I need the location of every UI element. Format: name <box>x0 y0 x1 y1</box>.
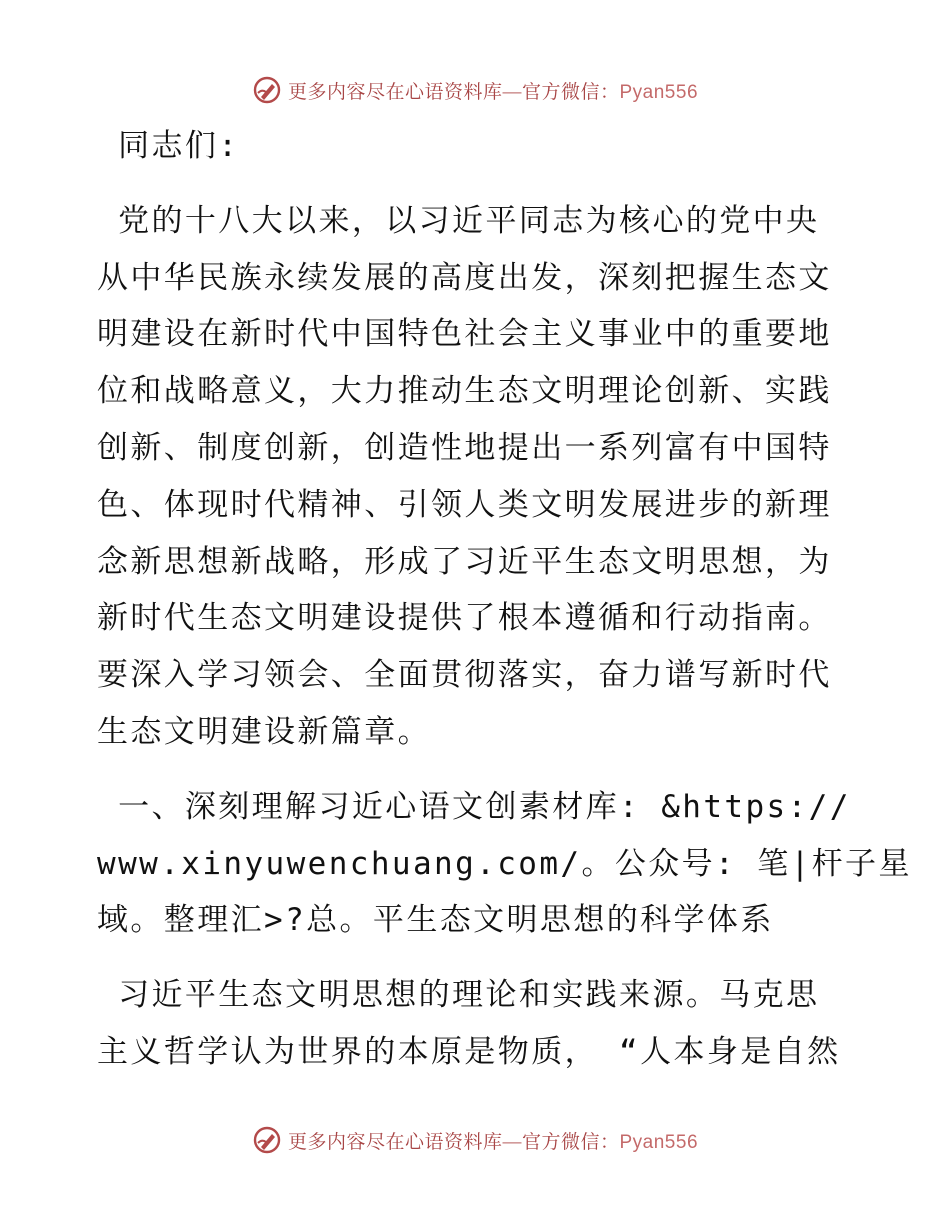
paragraph-spacer <box>97 175 857 193</box>
paragraph-line: 明建设在新时代中国特色社会主义事业中的重要地 <box>97 316 832 353</box>
watermark-wechat-label: 官方微信： <box>521 81 620 103</box>
heading-line: 域。整理汇>?总。平生态文明思想的科学体系 <box>97 902 774 939</box>
paragraph-line: 生态文明建设新篇章。 <box>97 713 431 750</box>
pen-logo-icon <box>252 1125 282 1155</box>
paragraph-line: 新时代生态文明建设提供了根本遵循和行动指南。 <box>97 600 832 637</box>
paragraph-line: 位和战略意义，大力推动生态文明理论创新、实践 <box>97 373 832 410</box>
paragraph-line: 要深入学习领会、全面贯彻落实，奋力谱写新时代 <box>97 657 832 694</box>
paragraph-spacer <box>97 761 857 779</box>
paragraph-line: 色、体现时代精神、引领人类文明发展进步的新理 <box>97 486 832 523</box>
watermark-wechat-id: Pyan556 <box>619 81 699 103</box>
paragraph-line: 党的十八大以来，以习近平同志为核心的党中央 <box>97 202 820 239</box>
document-body <box>97 118 912 1081</box>
salutation: 同志们: <box>97 128 240 164</box>
paragraph-line: 主义哲学认为世界的本原是物质， “人本身是自然 <box>97 1033 841 1070</box>
header-watermark-banner <box>0 70 950 110</box>
header-watermark-text <box>288 77 698 104</box>
section-heading <box>97 779 912 949</box>
paragraph-line: 习近平生态文明思想的理论和实践来源。马克思 <box>97 977 820 1014</box>
watermark-site-name: 更多内容尽在心语资料库 <box>287 81 503 103</box>
footer-watermark-text <box>288 1127 698 1154</box>
paragraph-2 <box>97 967 857 1081</box>
paragraph-line: 从中华民族永续发展的高度出发，深刻把握生态文 <box>97 259 832 296</box>
footer-watermark-banner <box>0 1120 950 1160</box>
heading-line: www.xinyuwenchuang.com/。公众号: 笔|杆子星 <box>97 845 912 882</box>
watermark-dash: — <box>502 81 522 103</box>
heading-line: 一、深刻理解习近心语文创素材库: &https:// <box>97 788 851 825</box>
watermark-wechat-label: 官方微信： <box>521 1131 620 1153</box>
watermark-dash: — <box>502 1131 522 1153</box>
watermark-site-name: 更多内容尽在心语资料库 <box>287 1131 503 1153</box>
paragraph-spacer <box>97 949 857 967</box>
paragraph-line: 念新思想新战略，形成了习近平生态文明思想，为 <box>97 543 832 580</box>
watermark-wechat-id: Pyan556 <box>619 1131 699 1153</box>
paragraph-1 <box>97 193 857 761</box>
pen-logo-icon <box>252 75 282 105</box>
paragraph-line: 创新、制度创新，创造性地提出一系列富有中国特 <box>97 429 832 466</box>
